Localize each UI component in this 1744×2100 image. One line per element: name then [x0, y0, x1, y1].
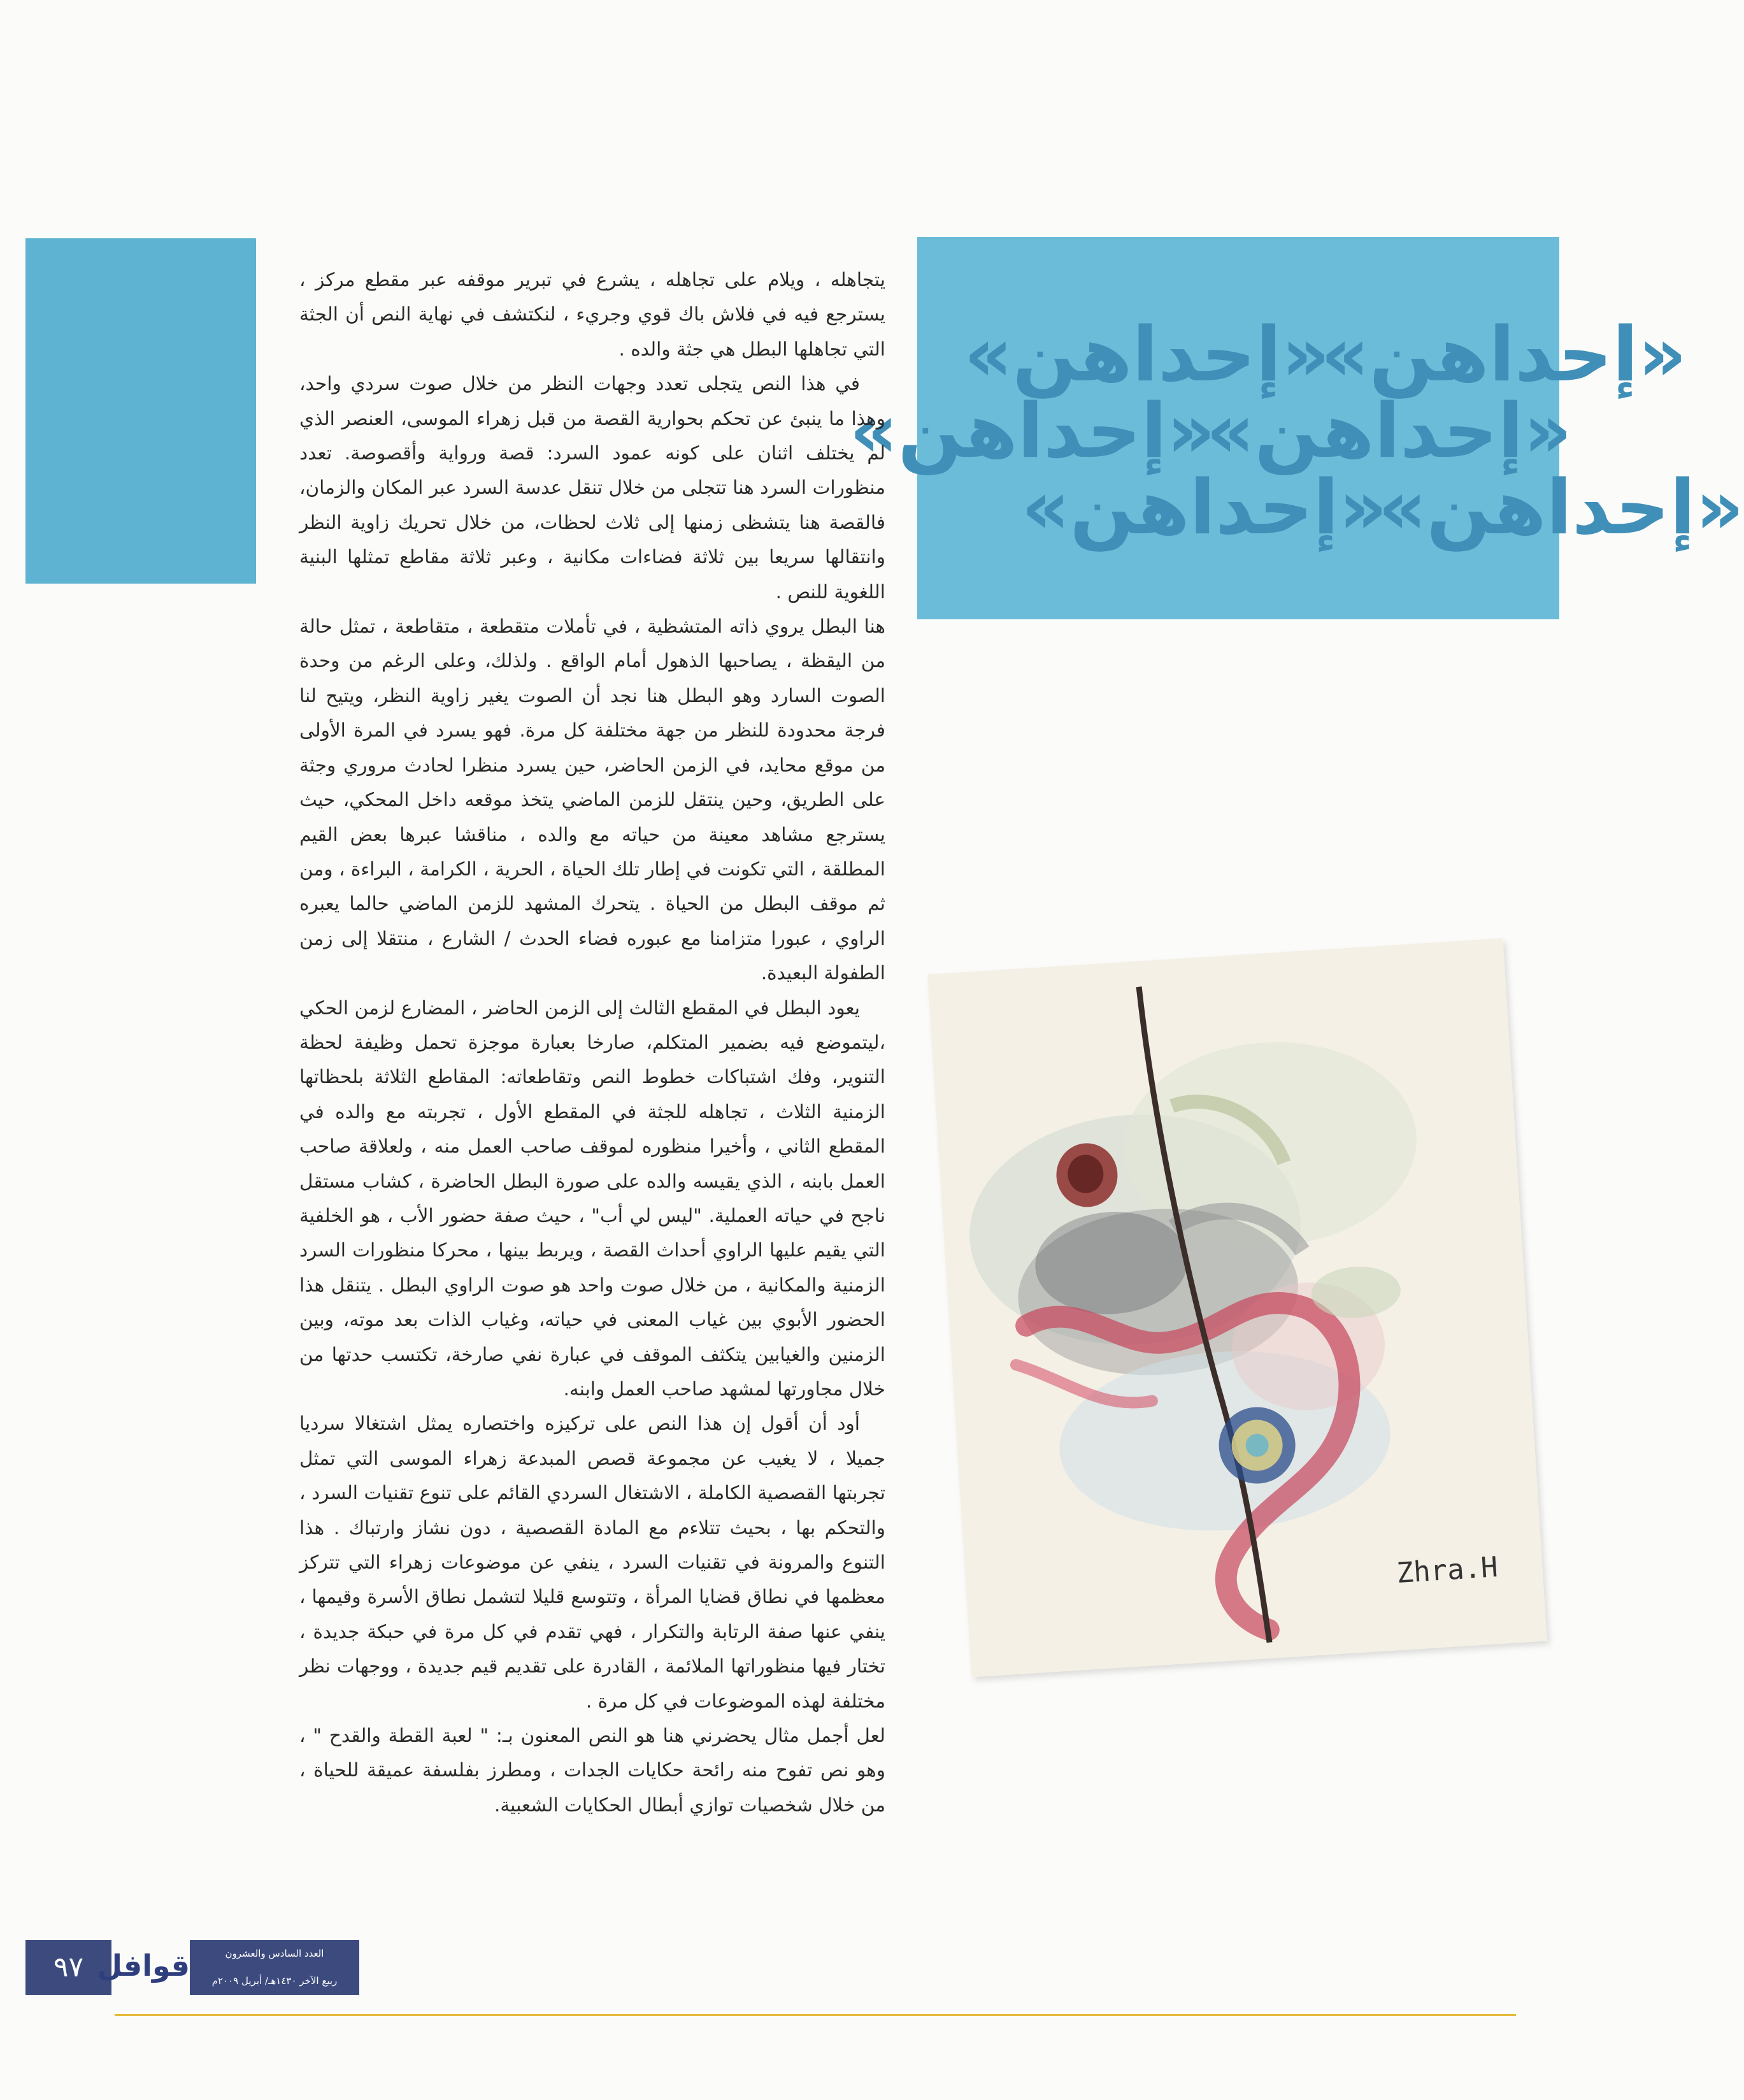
banner-word: «إحداهن» — [1378, 463, 1744, 551]
banner-word: «إحداهن» — [1021, 463, 1387, 551]
artist-signature: Zhra.H — [1396, 1551, 1499, 1590]
article-paragraph: لعل أجمل مثال يحضرني هنا هو النص المعنون بـ: " لعبة القطة والقدح " ، وهو نص تفوح منه رائحة حكايات الجدات ، ومطرز بفلسفة عميقة للحياة ، من خلال شخصيات توازي أبطال الحكايات الشعبية. — [299, 1725, 885, 1816]
decorative-blue-box — [25, 238, 256, 584]
banner-word: «إحداهن» — [1320, 310, 1687, 398]
article-paragraph: يعود البطل في المقطع الثالث إلى الزمن الحاضر ، المضارع لزمن الحكي ،ليتموضع فيه بضمير المتكلم، صارخا بعبارة موجزة تحمل وظيفة لحظة التنوير، وفك اشتباكات خطوط النص وتقاطعاته: المقاطع الثلاثة بلحظاتها الزمنية الثلاث ، تجاهله للجثة في المقطع الأول ، تجربته مع والده في المقطع الثاني ، وأخيرا منظوره لموقف صاحب العمل منه ، ولعلاقة صاحب العمل بابنه ، الذي يقيسه والده على صورة البطل الحاضرة ، كشاب مستقل ناجح في حياته العملية. "ليس لي أب" ، حيث صفة حضور الأب ، هو الخلفية التي يقيم عليها الراوي أحداث القصة ، ويربط بينها ، محركا منظورات السرد الزمنية والمكانية ، من خلال صوت واحد هو صوت الراوي البطل . يتنقل هذا الحضور الأبوي بين غياب المعنى في حياته، وغياب الذات بعد موته، وبين الزمنين والغيابين يتكثف الموقف في عبارة نفي صارخة، تكتسب حدتها من خلال مجاورتها لمشهد صاحب العمل وابنه. — [299, 996, 885, 1400]
article-paragraph: يتجاهله ، ويلام على تجاهله ، يشرع في تبرير موقفه عبر مقطع مركز ، يسترجع فيه في فلاش باك قوي وجريء ، لنكتشف في نهاية النص أن الجثة التي تجاهلها البطل هي جثة والده . — [299, 269, 885, 360]
banner-word: «إحداهن» — [964, 310, 1330, 398]
painting-image — [927, 939, 1547, 1678]
title-banner — [849, 237, 1744, 619]
magazine-logo: قوافل — [97, 1948, 190, 1983]
article-paragraph: هنا البطل يروي ذاته المتشظية ، في تأملات متقطعة ، متقاطعة ، تمثل حالة من اليقظة ، يصاحبها الذهول أمام الواقع . ولذلك، وعلى الرغم من وحدة الصوت السارد وهو البطل هنا نجد أن الصوت يغير زاوية النظر، ويتيح لنا فرجة محدودة للنظر من جهة مختلفة كل مرة. فهو يسرد في المرة الأولى من موقع محايد، في الزمن الحاضر، حين يسرد منظرا لحادث مروري وجثة على الطريق، وحين ينتقل للزمن الماضي يتخذ موقعه داخل المحكي، حيث يسترجع مشاهد معينة من حياته مع والده ، مناقشا عبرها بعض القيم المطلقة ، التي تكونت في إطار تلك الحياة ، الحرية ، الكرامة ، البراءة ، ومن ثم موقف البطل من الحياة . يتحرك المشهد للزمن الماضي حالما يعبره الراوي ، عبورا متزامنا مع عبوره فضاء الحدث / الشارع ، منتقلا إلى زمن الطفولة البعيدة. — [299, 615, 885, 984]
issue-date: ربيع الآخر ١٤٣٠هـ/ أبريل ٢٠٠٩م — [211, 1975, 338, 1987]
footer-divider — [115, 2014, 1516, 2016]
article-body — [299, 262, 885, 1822]
issue-number: العدد السادس والعشرون — [225, 1948, 324, 1959]
article-paragraph: أود أن أقول إن هذا النص على تركيزه واختصاره يمثل اشتغالا سرديا جميلا ، لا يغيب عن مجموعة قصص المبدعة زهراء الموسى التي تمثل تجربتها القصصية الكاملة ، الاشتغال السردي القائم على تنوع تقنيات السرد ، والتحكم بها ، بحيث تتلاءم مع المادة القصصية ، دون نشاز وارتباك . هذا التنوع والمرونة في تقنيات السرد ، ينفي عن موضوعات زهراء التي تتركز معظمها في نطاق قضايا المرأة ، وتتوسع قليلا لتشمل نطاق الأسرة وقيمها ، ينفي عنها صفة الرتابة والتكرار ، فهي تقدم في كل مرة في حبكة جديدة ، تختار فيها منظوراتها الملائمة ، القادرة على تقديم قيم جديدة ، ووجهات نظر مختلفة لهذه الموضوعات في كل مرة . — [299, 1413, 885, 1712]
article-paragraph: في هذا النص يتجلى تعدد وجهات النظر من خلال صوت سردي واحد، وهذا ما ينبئ عن تحكم بحوارية القصة من قبل زهراء الموسى، العنصر الذي لم يختلف اثنان على كونه عمود السرد: قصة ورواية وأقصوصة. تعدد منظورات السرد هنا تتجلى من خلال تنقل عدسة السرد عبر المكان والزمان، فالقصة هنا يتشظى زمنها إلى ثلاث لحظات، من خلال تحريك زاوية النظر وانتقالها سريعا بين ثلاثة فضاءات مكانية ، وعبر ثلاثة مقاطع تمثلها البنية اللغوية للنص . — [299, 373, 885, 603]
page-number: ٩٧ — [25, 1940, 111, 1995]
issue-info — [190, 1940, 359, 1995]
banner-word: «إحداهن» — [1206, 387, 1572, 475]
banner-word: «إحداهن» — [849, 387, 1215, 475]
